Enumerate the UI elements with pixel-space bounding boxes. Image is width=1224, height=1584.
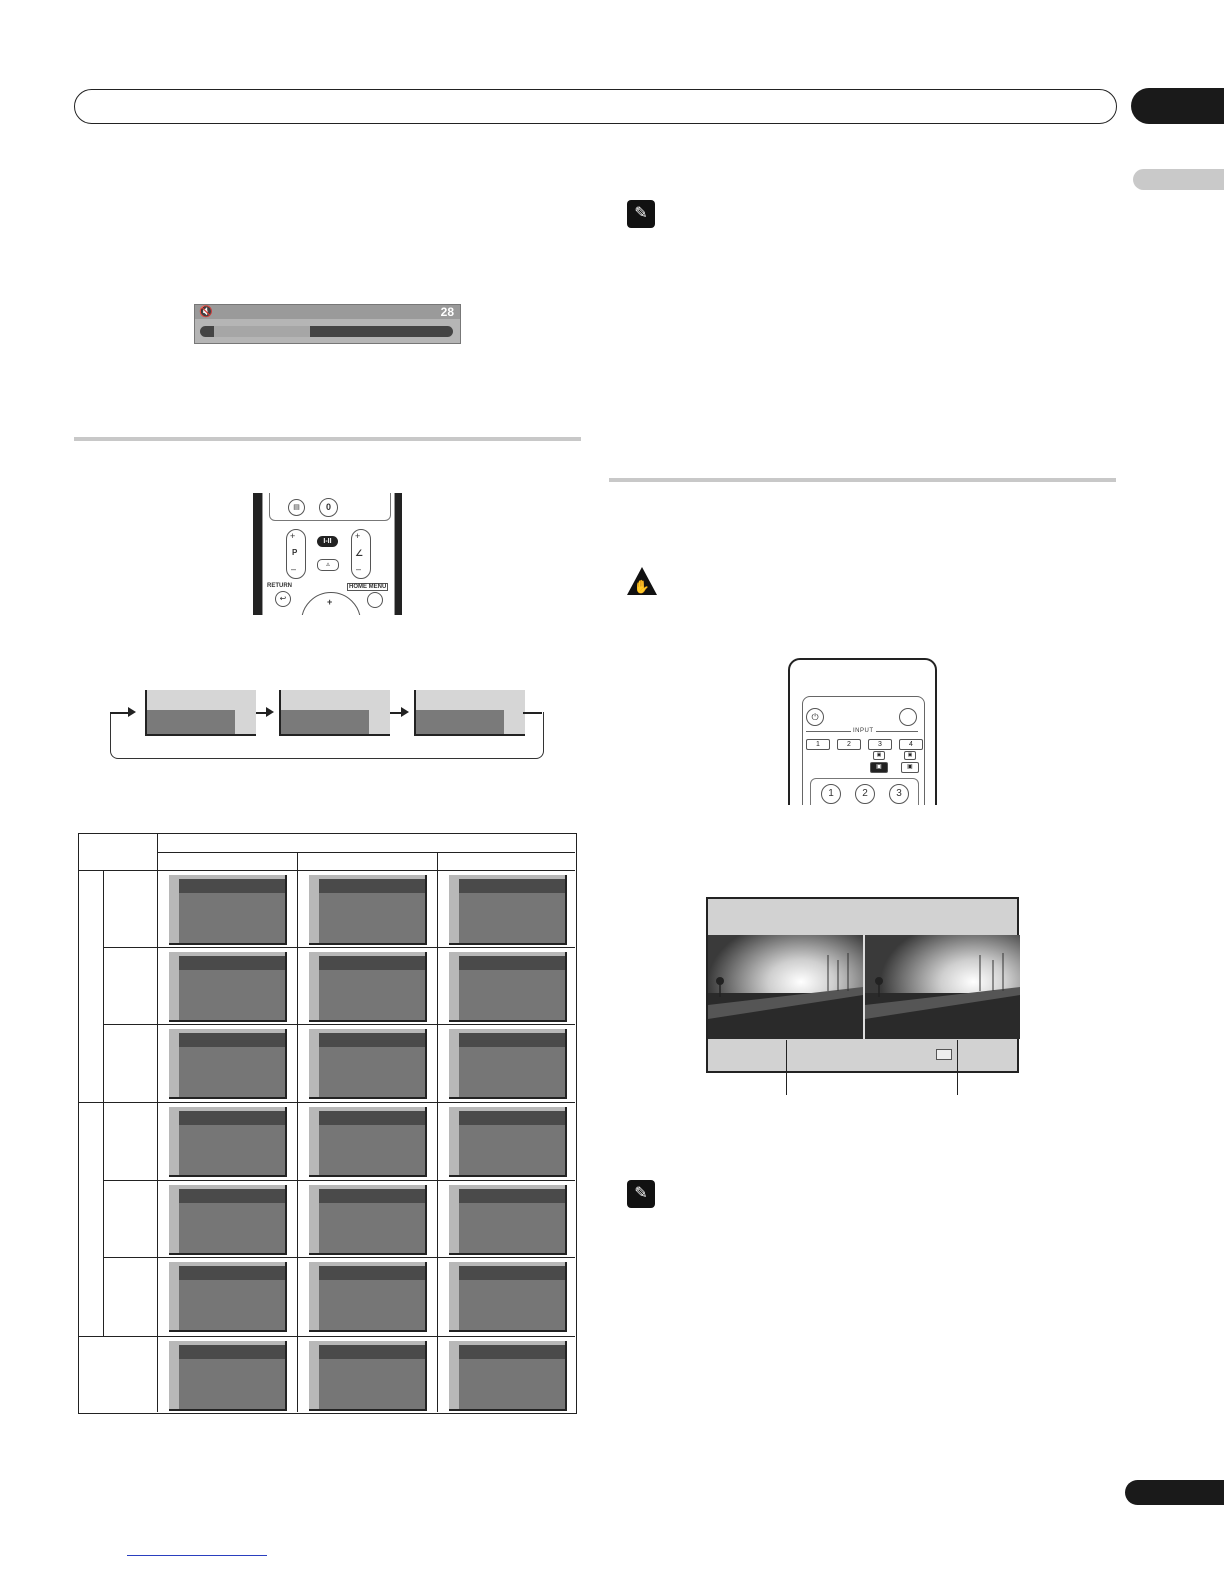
- screen-mode-thumbnail: [309, 1341, 427, 1411]
- number-1-button[interactable]: 1: [821, 784, 841, 804]
- footer-link-underline[interactable]: [127, 1555, 267, 1556]
- standby-button[interactable]: [899, 708, 917, 726]
- power-icon[interactable]: ⏻: [806, 708, 824, 726]
- remote-control-closeup: ▤ 0 + P – I-II ▵ + ∠ – RETURN ↩ HOME MENU +: [253, 493, 402, 615]
- screen-mode-thumbnail: [309, 1029, 427, 1099]
- chapter-tab: [1131, 88, 1224, 124]
- home-menu-label: HOME MENU: [349, 584, 387, 590]
- volume-osd: [194, 304, 461, 344]
- screen-mode-thumbnail: [169, 1185, 287, 1255]
- screen-mode-thumbnail: [449, 1029, 567, 1099]
- screen-mode-thumbnail: [449, 952, 567, 1022]
- return-button[interactable]: ↩: [275, 591, 291, 607]
- screen-mode-thumbnail: [309, 875, 427, 945]
- dual-mono-button[interactable]: I-II: [317, 536, 338, 547]
- volume-fill: [214, 326, 310, 337]
- important-warning-icon: [626, 566, 658, 596]
- number-3-button[interactable]: 3: [889, 784, 909, 804]
- digit-0-button[interactable]: 0: [319, 498, 338, 517]
- program-label: P: [292, 548, 298, 557]
- screen-mode-thumbnail: [169, 875, 287, 945]
- callout-line-sub: [957, 1040, 958, 1095]
- screen-mode-thumbnail: [449, 1262, 567, 1332]
- screen-mode-thumbnail: [169, 952, 287, 1022]
- cycle-arrow-1: [128, 707, 136, 717]
- screen-mode-thumbnail: [309, 1185, 427, 1255]
- input-4-button[interactable]: 4: [899, 739, 923, 750]
- note-pencil-icon-2: ✎: [627, 1180, 655, 1208]
- volume-icon: ∠: [355, 548, 364, 558]
- svg-text:✋: ✋: [633, 580, 651, 595]
- return-label: RETURN: [267, 583, 292, 589]
- note-pencil-icon: ✎: [627, 200, 655, 228]
- mute-speaker-icon: 🔇: [199, 306, 213, 318]
- remote-control-input: [788, 658, 937, 805]
- screen-mode-thumbnail: [169, 1107, 287, 1177]
- input-2-button[interactable]: 2: [837, 739, 861, 750]
- number-2-button[interactable]: 2: [855, 784, 875, 804]
- screen-mode-thumbnail: [449, 1107, 567, 1177]
- input-label: INPUT: [853, 728, 874, 734]
- split-screen-display: [706, 897, 1019, 1073]
- screen-mode-thumbnail: [169, 1341, 287, 1411]
- cycle-arrow-3: [401, 707, 409, 717]
- split-mode-icon: [936, 1049, 952, 1060]
- language-tab: [1133, 169, 1224, 190]
- screen-mode-table: [78, 833, 577, 1414]
- screen-mode-thumbnail: [309, 1107, 427, 1177]
- freeze-button[interactable]: ▣: [901, 762, 919, 773]
- screen-mode-box-3: [414, 690, 525, 736]
- screen-mode-thumbnail: [449, 1341, 567, 1411]
- callout-line-main: [786, 1040, 787, 1095]
- info-button[interactable]: ▤: [288, 499, 305, 516]
- screen-mode-thumbnail: [169, 1262, 287, 1332]
- screen-mode-thumbnail: [309, 1262, 427, 1332]
- screen-mode-thumbnail: [449, 1185, 567, 1255]
- page-number-tab: [1125, 1480, 1224, 1505]
- cycle-arrow-2: [266, 707, 274, 717]
- input-1-button[interactable]: 1: [806, 739, 830, 750]
- section-rule-right: [609, 478, 1116, 482]
- screen-mode-thumbnail: [309, 952, 427, 1022]
- split-screen-button[interactable]: ▣: [870, 762, 888, 773]
- screen-mode-thumbnail: [169, 1029, 287, 1099]
- pip-icon[interactable]: ▣: [873, 751, 885, 760]
- sub-screen-image: [865, 935, 1020, 1039]
- section-rule-left: [74, 437, 581, 441]
- split-icon[interactable]: ▣: [904, 751, 916, 760]
- volume-value: 28: [440, 305, 454, 319]
- screen-mode-box-1: [145, 690, 256, 736]
- volume-track: [200, 326, 453, 337]
- header-bar: [74, 89, 1117, 124]
- input-3-button[interactable]: 3: [868, 739, 892, 750]
- sound-button[interactable]: ▵: [317, 559, 339, 571]
- screen-mode-thumbnail: [449, 875, 567, 945]
- screen-mode-box-2: [279, 690, 390, 736]
- home-menu-button[interactable]: [367, 592, 383, 608]
- main-screen-image: [708, 935, 863, 1039]
- osd-title-bar: [195, 305, 460, 319]
